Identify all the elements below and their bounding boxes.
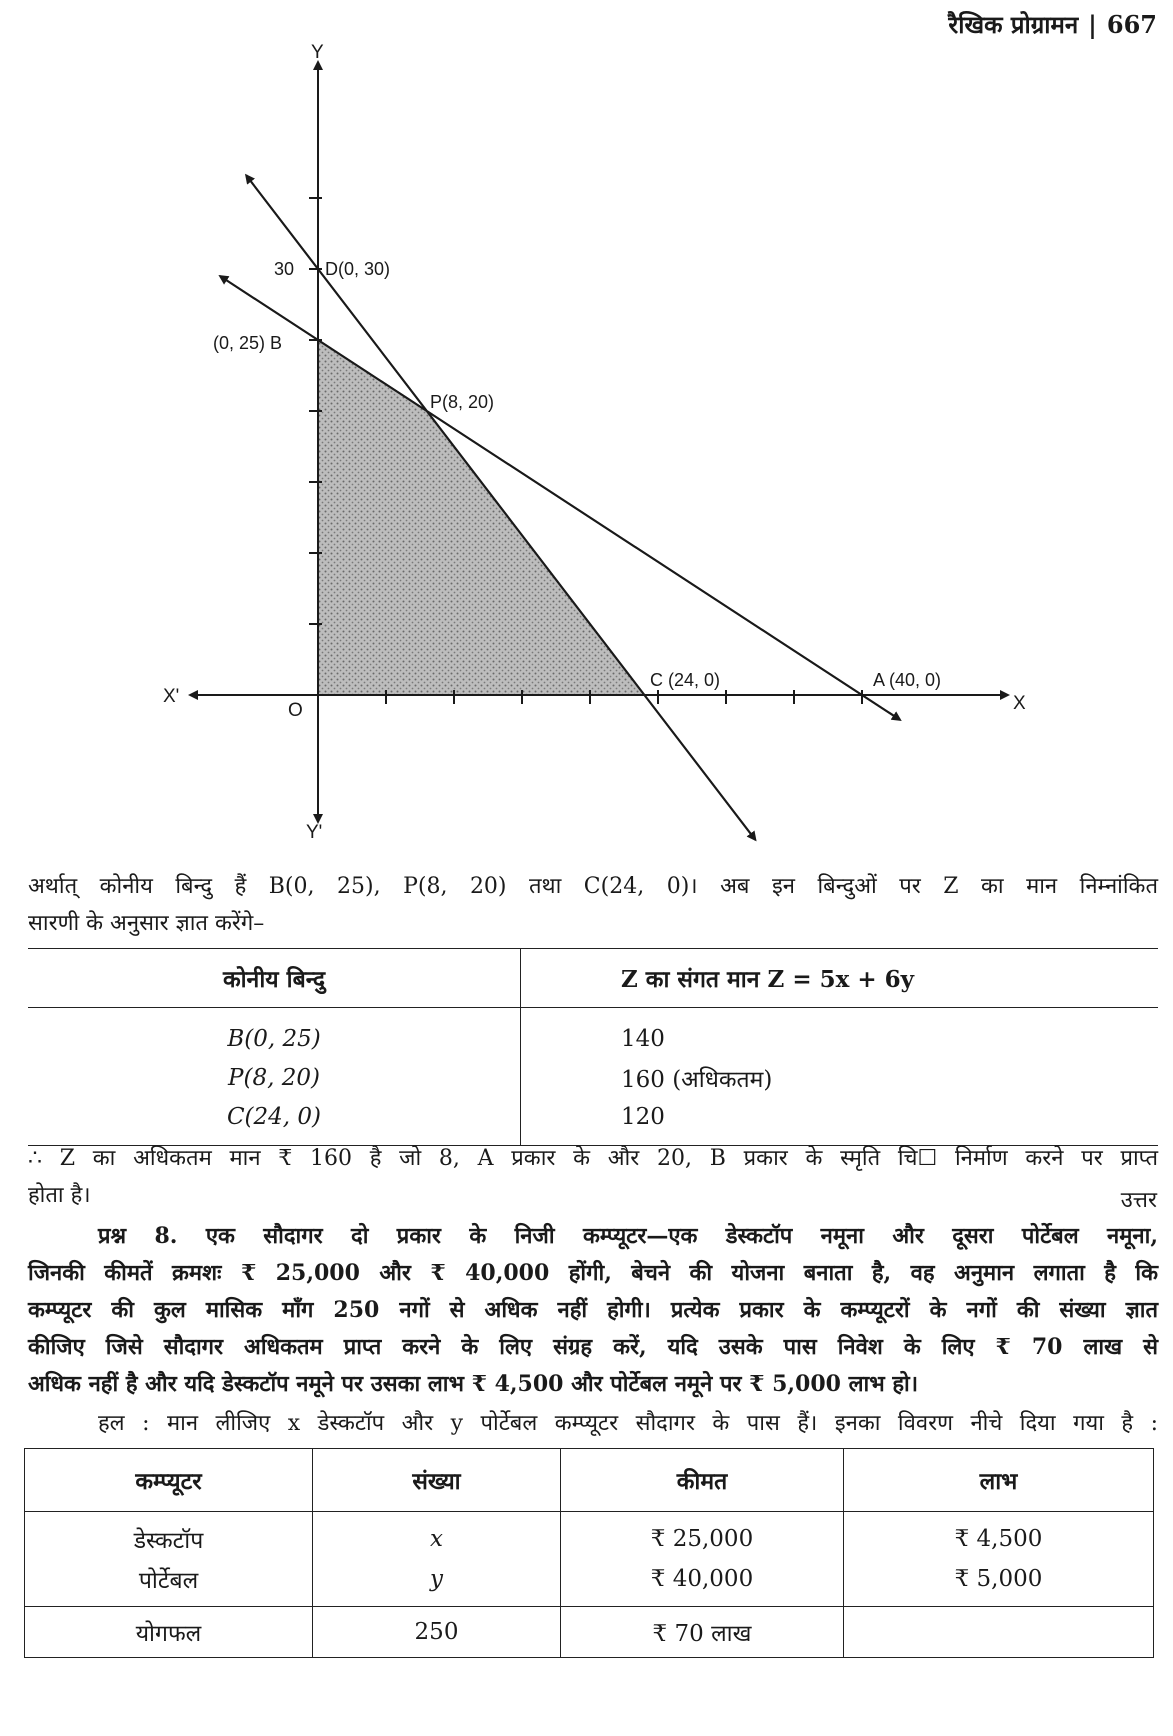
text-line: सारणी के अनुसार ज्ञात करेंगे– [28, 911, 265, 936]
z-value-table [28, 948, 1158, 1146]
text-line: एक सौदागर दो प्रकार के निजी कम्प्यूटर—एक डेस्कटॉप नमूना और दूसरा पोर्टेबल नमूना, [205, 1223, 1158, 1249]
lpp-graph [0, 0, 1173, 860]
text-line: कम्प्यूटर की कुल मासिक माँग 250 नगों से अधिक नहीं होगी। प्रत्येक प्रकार के कम्प्यूटरों के नगों की संख्या ज्ञात [28, 1297, 1158, 1323]
table-cell: ₹ 70 लाख [561, 1607, 844, 1658]
table-cell: ₹ 25,000 [561, 1512, 844, 1560]
table-header: Z का संगत मान Z = 5x + 6y [521, 949, 1159, 1008]
text-line: अधिक नहीं है और यदि डेस्कटॉप नमूने पर उसका लाभ ₹ 4,500 और पोर्टेबल नमूने पर ₹ 5,000 लाभ हो। [28, 1371, 919, 1397]
table-cell: ₹ 5,000 [844, 1559, 1154, 1607]
table-cell [844, 1607, 1154, 1658]
table-header: कम्प्यूटर [25, 1449, 313, 1512]
text-line: ∴ Z का अधिकतम मान ₹ 160 है जो 8, A प्रकार के और 20, B प्रकार के स्मृति चि☐ निर्माण करने पर प्राप्त [28, 1146, 1158, 1171]
text-line: कीजिए जिसे सौदागर अधिकतम प्राप्त करने के लिए संग्रह करें, यदि उसके पास निवेश के लिए ₹ 70 लाख से [28, 1334, 1158, 1360]
table-cell: 160 (अधिकतम) [621, 1066, 773, 1093]
header-separator: | [1088, 10, 1097, 39]
text-line: अर्थात् कोनीय बिन्दु हैं B(0, 25), P(8, 20) तथा C(24, 0)। अब इन बिन्दुओं पर Z का मान निम्नांकित [28, 874, 1158, 899]
answer-label: उत्तर [1120, 1188, 1157, 1213]
paragraph-max-value [28, 1140, 1158, 1214]
table-header: लाभ [844, 1449, 1154, 1512]
table-cell: योगफल [25, 1607, 313, 1658]
question-number: प्रश्न 8. [98, 1223, 178, 1249]
table-header: संख्या [313, 1449, 561, 1512]
text-line: हल : मान लीजिए x डेस्कटॉप और y पोर्टेबल कम्प्यूटर सौदागर के पास हैं। इनका विवरण नीचे दिया गया है : [98, 1411, 1158, 1436]
table-cell: 250 [313, 1607, 561, 1658]
point-label-d: D(0, 30) [325, 259, 391, 279]
question-8 [28, 1218, 1158, 1403]
table-cell: ₹ 40,000 [561, 1559, 844, 1607]
table-cell: 120 [521, 1097, 1159, 1146]
table-cell: पोर्टेबल [25, 1559, 313, 1607]
point-label-a: A (40, 0) [873, 670, 942, 690]
table-cell: 140 [621, 1025, 665, 1052]
text-line: जिनकी कीमतें क्रमशः ₹ 25,000 और ₹ 40,000 होंगी, बेचने की योजना बनाता है, वह अनुमान लगाता है कि [28, 1260, 1158, 1286]
table-cell: P(8, 20) [28, 1058, 521, 1097]
table-header: कीमत [561, 1449, 844, 1512]
table-cell: x [313, 1512, 561, 1560]
paragraph-corner-points [28, 868, 1158, 942]
x-neg-axis-label: X' [163, 686, 180, 707]
table-cell: डेस्कटॉप [25, 1512, 313, 1560]
table-header: कोनीय बिन्दु [28, 949, 521, 1008]
origin-label: O [288, 700, 303, 721]
computer-details-table [24, 1448, 1154, 1658]
chapter-title: रैखिक प्रोग्रामन [948, 10, 1079, 39]
table-cell: y [313, 1559, 561, 1607]
y-neg-axis-label: Y' [306, 822, 323, 843]
point-label-p: P(8, 20) [430, 392, 495, 412]
x-axis-label: X [1013, 693, 1026, 714]
table-cell: ₹ 4,500 [844, 1512, 1154, 1560]
tick-label-30: 30 [274, 259, 295, 279]
solution-intro [28, 1405, 1158, 1442]
y-axis-label: Y [311, 42, 324, 63]
table-cell: B(0, 25) [28, 1008, 521, 1059]
page-number: 667 [1106, 10, 1157, 39]
point-label-c: C (24, 0) [650, 670, 721, 690]
table-cell: C(24, 0) [28, 1097, 521, 1146]
point-label-b: (0, 25) B [213, 333, 283, 353]
text-line: होता है। [28, 1183, 91, 1208]
